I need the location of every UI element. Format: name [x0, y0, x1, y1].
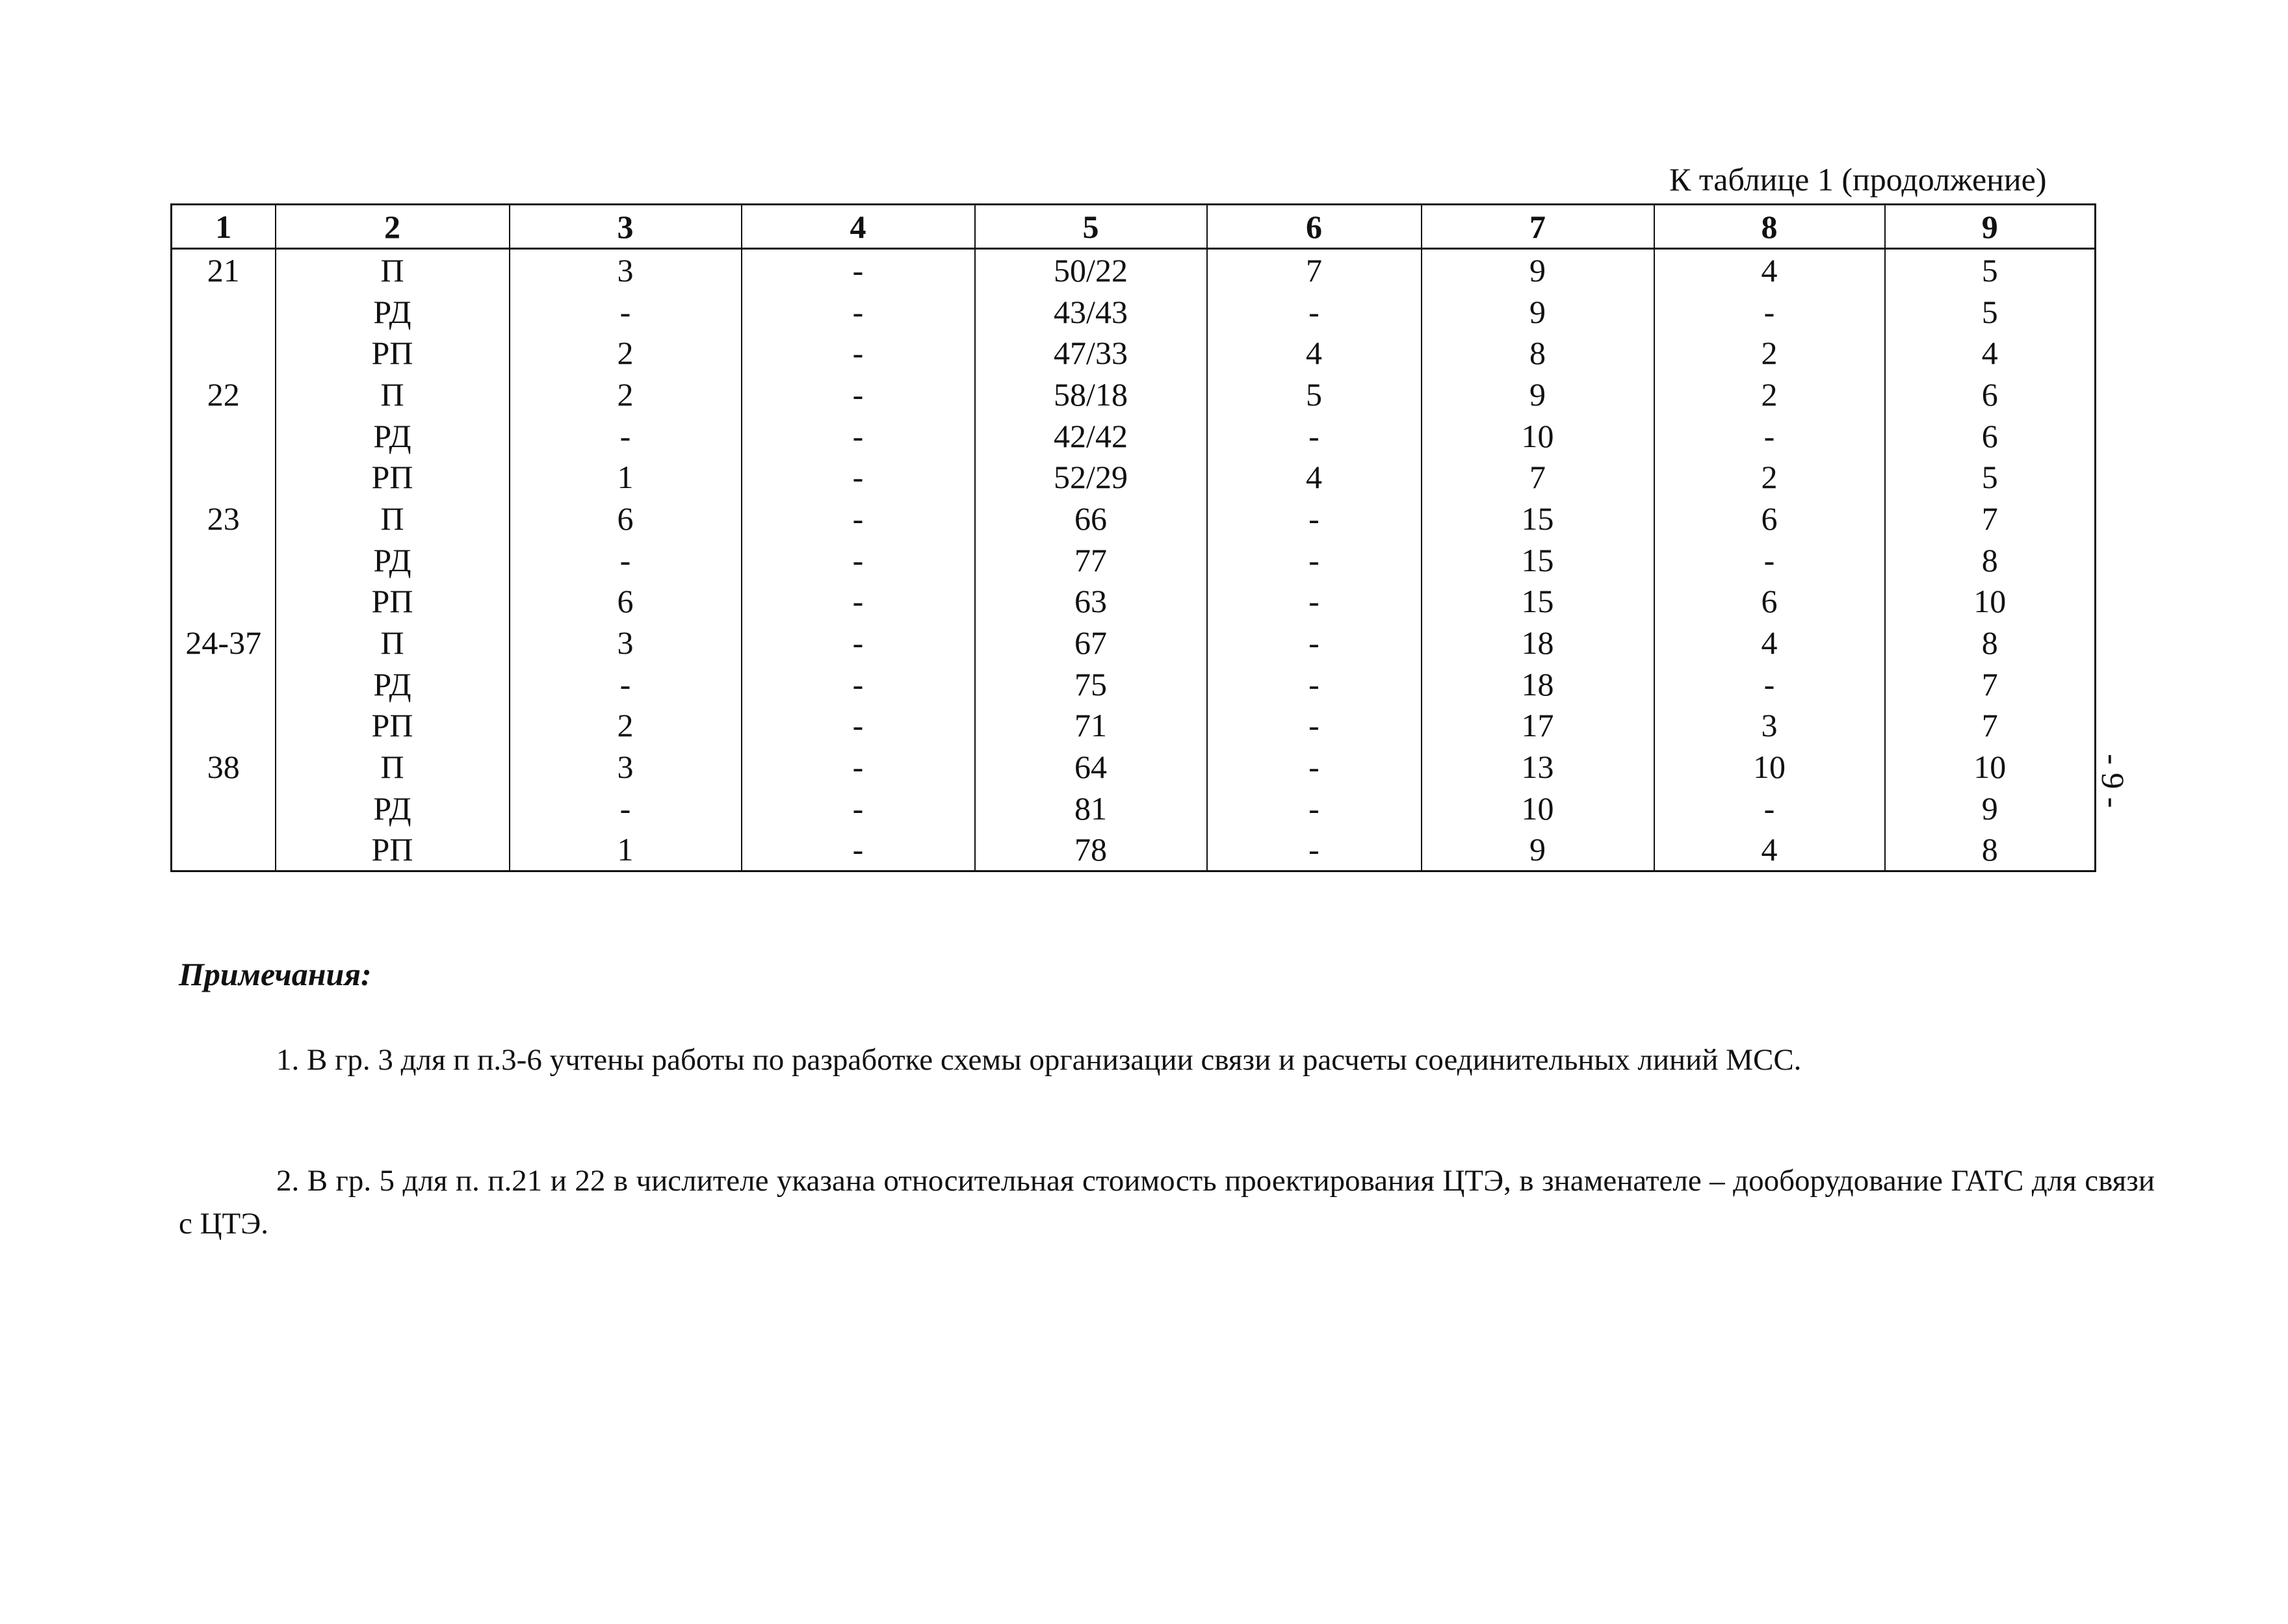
table-cell: 6 [1885, 374, 2096, 415]
table-row [172, 746, 2096, 788]
table-cell: - [742, 829, 975, 871]
data-table [170, 203, 2096, 872]
table-cell: РП [276, 581, 510, 623]
table-cell: - [742, 498, 975, 539]
column-header-9: 9 [1885, 205, 2096, 249]
table-cell: 71 [975, 705, 1207, 747]
table-cell: 5 [1885, 291, 2096, 333]
table-cell: 2 [510, 374, 742, 415]
page-number: - 9 - [2095, 754, 2131, 808]
table-row [172, 374, 2096, 415]
table-cell: 23 [172, 498, 276, 539]
table-row [172, 415, 2096, 457]
table-cell: - [742, 705, 975, 747]
table-cell: 15 [1422, 539, 1654, 581]
table-cell: 2 [1654, 332, 1885, 374]
table-cell: - [742, 581, 975, 623]
table-cell: 18 [1422, 622, 1654, 664]
table-cell: 1 [510, 829, 742, 871]
table-cell: - [1207, 539, 1422, 581]
table-cell: - [1654, 415, 1885, 457]
table-cell: - [1654, 664, 1885, 705]
table-cell: - [1207, 415, 1422, 457]
table-header-row [172, 205, 2096, 249]
table-cell: 7 [1422, 456, 1654, 498]
table-cell: 10 [1654, 746, 1885, 788]
table-cell: 9 [1422, 374, 1654, 415]
table-cell: 9 [1422, 249, 1654, 291]
table-cell: 10 [1885, 581, 2096, 623]
table-cell: 6 [1654, 581, 1885, 623]
table-cell: 4 [1654, 622, 1885, 664]
table-cell: - [1207, 705, 1422, 747]
table-cell [172, 456, 276, 498]
table-cell: - [742, 332, 975, 374]
table-row [172, 249, 2096, 291]
column-header-6: 6 [1207, 205, 1422, 249]
column-header-2: 2 [276, 205, 510, 249]
table-cell [172, 415, 276, 457]
column-header-7: 7 [1422, 205, 1654, 249]
table-cell: 8 [1885, 829, 2096, 871]
table-cell: - [742, 746, 975, 788]
table-cell: - [510, 291, 742, 333]
table-cell: 6 [510, 498, 742, 539]
table-cell: 10 [1422, 415, 1654, 457]
table-cell: - [510, 664, 742, 705]
column-header-4: 4 [742, 205, 975, 249]
table-cell: 58/18 [975, 374, 1207, 415]
table-cell: - [1207, 664, 1422, 705]
table-cell: 9 [1422, 829, 1654, 871]
table-cell: 3 [510, 622, 742, 664]
table-cell: 8 [1885, 539, 2096, 581]
table-cell: - [742, 456, 975, 498]
table-cell [172, 788, 276, 829]
table-cell: 4 [1654, 249, 1885, 291]
table-cell: - [742, 788, 975, 829]
table-cell: РД [276, 415, 510, 457]
table-cell: 7 [1885, 498, 2096, 539]
column-header-8: 8 [1654, 205, 1885, 249]
table-cell: 6 [1885, 415, 2096, 457]
table-cell: РД [276, 291, 510, 333]
table-cell: П [276, 746, 510, 788]
table-cell: 10 [1885, 746, 2096, 788]
table-cell: - [510, 788, 742, 829]
table-cell: - [742, 374, 975, 415]
column-header-5: 5 [975, 205, 1207, 249]
table-cell: 3 [510, 249, 742, 291]
table-caption: К таблице 1 (продолжение) [1669, 161, 2047, 198]
table-cell: 77 [975, 539, 1207, 581]
table-cell: - [1207, 581, 1422, 623]
table-cell: 4 [1885, 332, 2096, 374]
table-cell: 9 [1885, 788, 2096, 829]
table-cell: 6 [510, 581, 742, 623]
table-row [172, 705, 2096, 747]
note-1 [179, 1038, 2155, 1081]
notes-title: Примечания: [179, 956, 372, 992]
table-cell: 4 [1207, 456, 1422, 498]
table-cell: 15 [1422, 581, 1654, 623]
table-cell: РД [276, 788, 510, 829]
table-cell: 24-37 [172, 622, 276, 664]
table-cell: П [276, 374, 510, 415]
note-text: В гр. 3 для п п.3-6 учтены работы по разработке схемы организации связи и расчеты соединительных линий МСС. [307, 1043, 1802, 1077]
table-body [172, 249, 2096, 871]
table-cell: РД [276, 664, 510, 705]
table-cell [172, 581, 276, 623]
table-cell: 4 [1654, 829, 1885, 871]
table-cell [172, 291, 276, 333]
table-cell: 17 [1422, 705, 1654, 747]
table-cell: - [1207, 788, 1422, 829]
table-cell: 67 [975, 622, 1207, 664]
table-cell: 2 [510, 705, 742, 747]
table-cell: 66 [975, 498, 1207, 539]
table-cell: П [276, 498, 510, 539]
table-cell: 3 [1654, 705, 1885, 747]
table-cell: 18 [1422, 664, 1654, 705]
table-cell: - [742, 249, 975, 291]
table-cell: - [742, 291, 975, 333]
note-text: В гр. 5 для п. п.21 и 22 в числителе указана относительная стоимость проектирования ЦТЭ, в знаменателе – дооборудование ГАТС для связи с ЦТЭ. [179, 1164, 2155, 1241]
table-cell: - [742, 664, 975, 705]
table-cell: - [510, 415, 742, 457]
table-cell: 8 [1422, 332, 1654, 374]
table-cell [172, 332, 276, 374]
table-cell: 5 [1885, 249, 2096, 291]
column-header-1: 1 [172, 205, 276, 249]
table-row [172, 332, 2096, 374]
table-cell: 4 [1207, 332, 1422, 374]
table-cell [172, 664, 276, 705]
table-cell: 2 [1654, 456, 1885, 498]
table-cell: 6 [1654, 498, 1885, 539]
table-cell: РП [276, 705, 510, 747]
note-number: 1. [276, 1043, 300, 1077]
table-cell: 9 [1422, 291, 1654, 333]
table-cell: - [1207, 829, 1422, 871]
table-cell: 5 [1885, 456, 2096, 498]
table-cell: 8 [1885, 622, 2096, 664]
table-cell: 7 [1207, 249, 1422, 291]
table-cell: 7 [1885, 705, 2096, 747]
table-row [172, 291, 2096, 333]
table-cell: - [1207, 498, 1422, 539]
table-cell: 64 [975, 746, 1207, 788]
table-cell: РД [276, 539, 510, 581]
table-cell: - [1207, 622, 1422, 664]
table-cell: 13 [1422, 746, 1654, 788]
table-cell: П [276, 622, 510, 664]
table-cell: П [276, 249, 510, 291]
table-cell: - [742, 622, 975, 664]
table-cell: 2 [1654, 374, 1885, 415]
table-cell: - [1207, 746, 1422, 788]
table-cell: РП [276, 332, 510, 374]
table-row [172, 829, 2096, 871]
table-cell [172, 539, 276, 581]
table-cell: - [1654, 291, 1885, 333]
table-cell: 81 [975, 788, 1207, 829]
table-cell: - [510, 539, 742, 581]
table-row [172, 664, 2096, 705]
table-cell [172, 829, 276, 871]
table-cell: - [1654, 788, 1885, 829]
table-cell: - [742, 539, 975, 581]
table-cell: - [1207, 291, 1422, 333]
table-cell: 1 [510, 456, 742, 498]
note-number: 2. [276, 1164, 300, 1198]
table-cell: 75 [975, 664, 1207, 705]
table-cell: 78 [975, 829, 1207, 871]
table-cell: 10 [1422, 788, 1654, 829]
table-cell: 63 [975, 581, 1207, 623]
table-cell: 3 [510, 746, 742, 788]
table-cell [172, 705, 276, 747]
table-cell: РП [276, 456, 510, 498]
table-cell: 22 [172, 374, 276, 415]
table-cell: 5 [1207, 374, 1422, 415]
table-row [172, 498, 2096, 539]
table-cell: 21 [172, 249, 276, 291]
note-2 [179, 1159, 2155, 1245]
table-row [172, 622, 2096, 664]
table-cell: 52/29 [975, 456, 1207, 498]
table-row [172, 788, 2096, 829]
table-cell: 2 [510, 332, 742, 374]
table-cell: 42/42 [975, 415, 1207, 457]
table-row [172, 539, 2096, 581]
table-row [172, 456, 2096, 498]
table-cell: 43/43 [975, 291, 1207, 333]
table-cell: 38 [172, 746, 276, 788]
table-cell: - [1654, 539, 1885, 581]
table-cell: - [742, 415, 975, 457]
table-cell: 47/33 [975, 332, 1207, 374]
table-cell: 7 [1885, 664, 2096, 705]
table-cell: 15 [1422, 498, 1654, 539]
table-cell: 50/22 [975, 249, 1207, 291]
column-header-3: 3 [510, 205, 742, 249]
table-row [172, 581, 2096, 623]
table-cell: РП [276, 829, 510, 871]
